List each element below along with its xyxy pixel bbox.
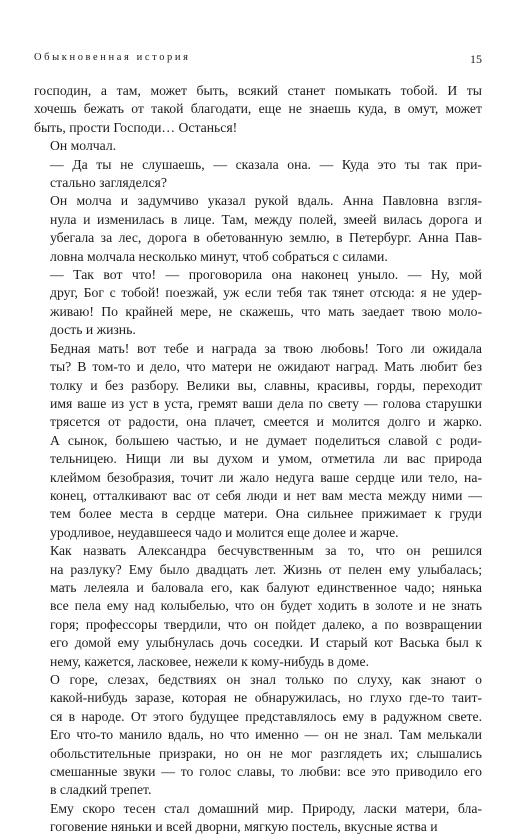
text-line: Как назвать Александра бесчувственным за то, что он решился (50, 543, 482, 559)
text-line: — Так вот что! — проговорила она наконец уныло. — Ну, мой (50, 267, 482, 283)
paragraph (34, 542, 482, 671)
text-line: нула и изменилась в лице. Там, между полей, змеей вилась дорога и (50, 211, 482, 227)
text-line: горя; профессоры твердили, что он пойдет далеко, а по возвращении (50, 616, 482, 632)
text-line: конец, отталкивают вас от себя люди и нет вам места между ними — (50, 487, 482, 503)
text-line: на разлуку? Ему было двадцать лет. Жизнь от пелен ему улыбалась; (50, 561, 482, 577)
text-line: Он молчал. (50, 138, 117, 154)
text-line: клеймом безобразия, точит ли жало недуга ваше сердце или тело, на- (50, 469, 482, 485)
page-number: 15 (470, 52, 482, 66)
text-line: в сладкий трепет. (50, 782, 152, 798)
text-line: — Да ты не слушаешь, — сказала она. — Куда это ты так при- (50, 156, 482, 172)
text-line: стально загляделся? (50, 175, 167, 191)
paragraph (34, 82, 482, 137)
text-line: уродливое, неудавшееся чадо и молится еще долее и жарче. (50, 524, 399, 540)
text-line: убегала за лес, дорога в обетованную землю, в Петербург. Анна Пав- (50, 230, 482, 246)
text-line: гоговение няньки и всей дворни, мягкую постель, вкусные яства и (50, 819, 438, 835)
text-line: тельницею. Нищи ли вы духом и умом, отметила ли вас природа (50, 451, 482, 467)
text-line: трясется от радости, она плачет, смеется и молится долго и жарко. (50, 414, 482, 430)
text-line: Ему скоро тесен стал домашний мир. Природу, ласки матери, бла- (50, 800, 482, 816)
paragraph (34, 671, 482, 800)
text-line: его домой ему улыбнулась дочь соседки. И старый кот Васька был к (50, 635, 482, 651)
text-line: живаю! По крайней мере, не скажешь, что мать заедает твою моло- (50, 303, 482, 319)
text-line: А сынок, большею частью, и не думает поделиться славой с роди- (50, 432, 482, 448)
text-line: толку и без разбору. Велики вы, славны, красивы, горды, переходит (50, 377, 482, 393)
text-line: быть, прости Господи… Останься! (34, 119, 238, 135)
text-line: ся в народе. От этого будущее представлялось ему в радужном свете. (50, 708, 482, 724)
paragraph (34, 156, 482, 193)
body-text (34, 82, 482, 837)
text-line: смешанные звуки — то голос славы, то любви: все это приводило его (50, 764, 482, 780)
text-line: хочешь бежать от такой благодати, еще не знаешь куда, в омут, может (34, 101, 482, 117)
text-line: господин, а там, может быть, всякий станет помыкать тобой. И ты (34, 83, 482, 98)
text-line: Бедная мать! вот тебе и награда за твою любовь! Того ли ожидала (50, 340, 482, 356)
text-line: обольстительные призраки, но он не мог разглядеть их; слышались (50, 745, 482, 761)
book-page (34, 0, 482, 835)
text-line: ты? В том-то и дело, что матери не ожидают наград. Мать любит без (50, 359, 482, 375)
text-line: имя ваше из уст в уста, гремят ваши дела по свету — голова старушки (50, 395, 482, 411)
text-line: Он молча и задумчиво указал рукой вдаль. Анна Павловна взгля- (50, 193, 482, 209)
paragraph (34, 137, 482, 155)
text-line: мать лелеяла и баловала его, как балуют единственное чадо; нянька (50, 579, 482, 595)
paragraph (34, 266, 482, 340)
text-line: ловна молчала несколько минут, чтоб собраться с силами. (50, 248, 388, 264)
text-line: нему, кажется, ласковее, нежели к кому-нибудь в доме. (50, 653, 370, 669)
text-line: друг, Бог с тобой! поезжай, уж если тебя так тянет отсюда: я не удер- (50, 285, 482, 301)
text-line: тем более места в сердце матери. Она сильнее прижимает к груди (50, 506, 482, 522)
text-line: Его что-то манило вдаль, но что именно — он не знал. Там мелькали (50, 727, 482, 743)
text-line: какой-нибудь заразе, которая не обнаружилась, но глухо где-то таит- (50, 690, 482, 706)
running-head (34, 52, 482, 68)
text-line: О горе, слезах, бедствиях он знал только по слуху, как знают о (50, 672, 482, 687)
text-line: все пела ему над колыбелью, что он будет ходить в золоте и не знать (50, 598, 482, 614)
paragraph (34, 340, 482, 542)
paragraph (34, 800, 482, 837)
running-title: Обыкновенная история (34, 52, 191, 63)
text-line: дость и жизнь. (50, 322, 136, 338)
paragraph (34, 192, 482, 266)
